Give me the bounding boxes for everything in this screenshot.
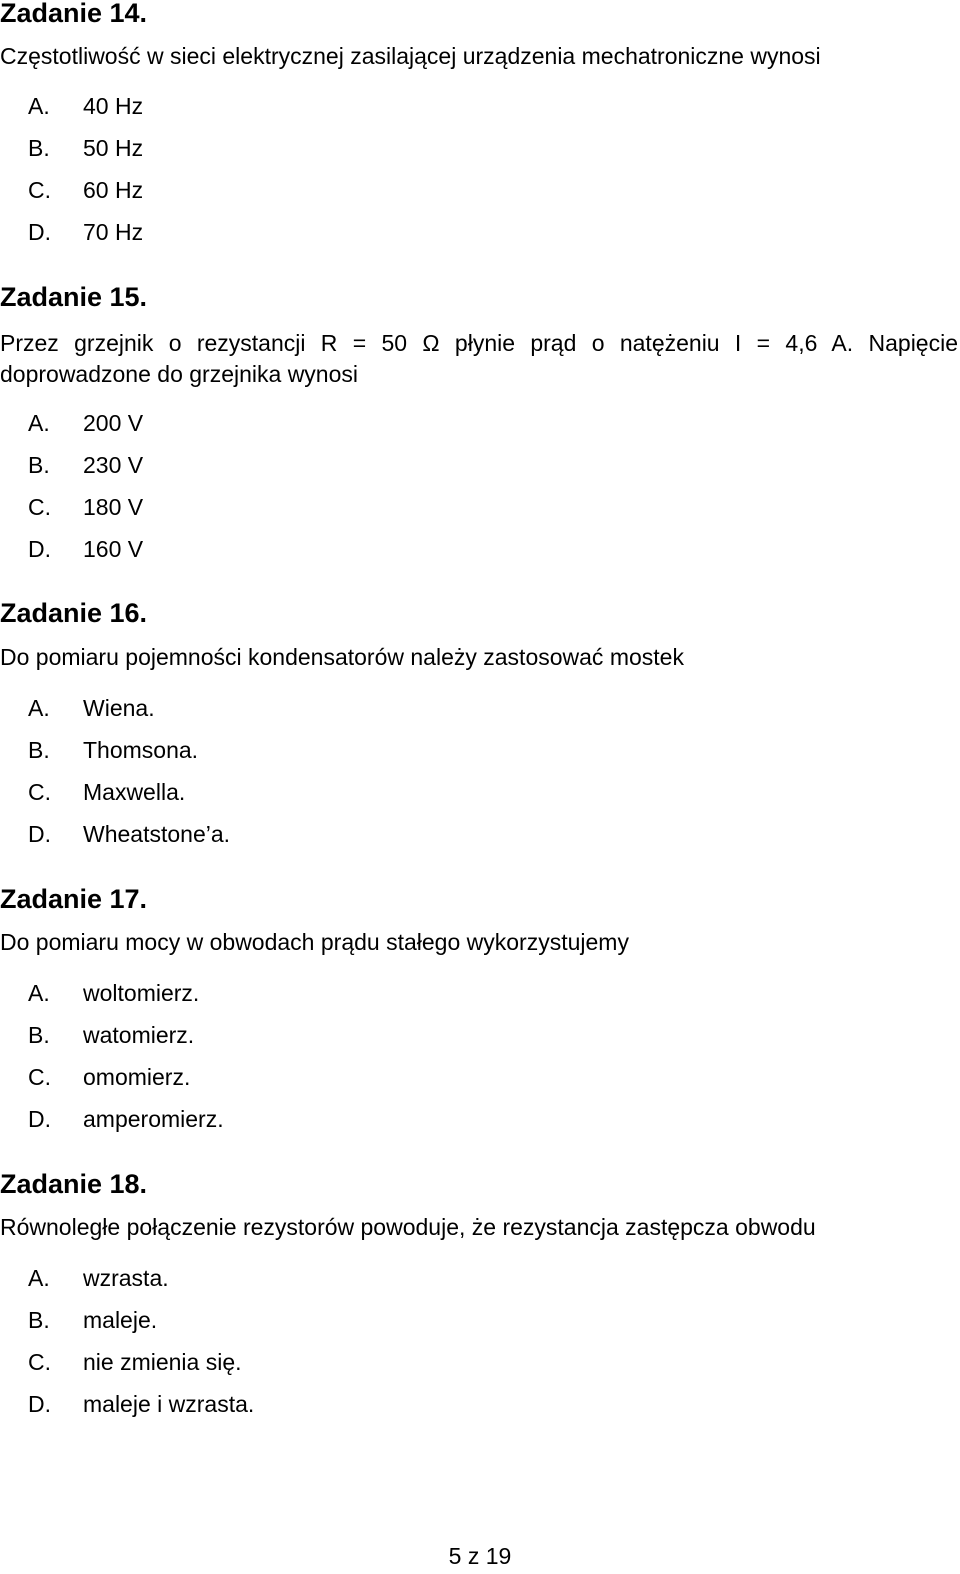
answer-letter: B. [28, 737, 50, 763]
answer-text: Wheatstone’a. [83, 821, 231, 847]
task-question: Równoległe połączenie rezystorów powoduje, że rezystancja zastępcza obwodu [0, 1214, 816, 1240]
answer-text: Maxwella. [83, 779, 186, 805]
answer-letter: A. [28, 695, 50, 721]
answer-letter: C. [28, 779, 51, 805]
answer-letter: B. [28, 1022, 50, 1048]
answer-text: 70 Hz [83, 219, 144, 245]
answer-text: amperomierz. [83, 1106, 224, 1132]
answer-letter: D. [28, 821, 51, 847]
answer-text: watomierz. [83, 1022, 195, 1048]
answer-letter: C. [28, 494, 51, 520]
task-title: Zadanie 15. [0, 282, 148, 312]
answer-text: maleje. [83, 1307, 158, 1333]
task-question: Do pomiaru mocy w obwodach prądu stałego wykorzystujemy [0, 929, 629, 955]
answer-text: wzrasta. [83, 1265, 169, 1291]
task-question: Do pomiaru pojemności kondensatorów należy zastosować mostek [0, 644, 684, 670]
answer-letter: C. [28, 1064, 51, 1090]
task-question: Przez grzejnik o rezystancji R = 50 Ω płynie prąd o natężeniu I = 4,6 A. Napięcie doprowadzone do grzejnika wynosi [0, 330, 958, 387]
answer-text: 50 Hz [83, 135, 144, 161]
answer-letter: D. [28, 219, 51, 245]
answer-text: omomierz. [83, 1064, 191, 1090]
answer-text: Thomsona. [83, 737, 199, 763]
answer-letter: A. [28, 410, 50, 436]
answer-letter: C. [28, 1349, 51, 1375]
answer-text: 160 V [83, 536, 144, 562]
answer-letter: D. [28, 536, 51, 562]
answer-text: 200 V [83, 410, 144, 436]
answer-text: 40 Hz [83, 93, 144, 119]
answer-letter: C. [28, 177, 51, 203]
task-question: Częstotliwość w sieci elektrycznej zasilającej urządzenia mechatroniczne wynosi [0, 43, 821, 69]
answer-letter: A. [28, 93, 50, 119]
page-number: 5 z 19 [448, 1543, 512, 1569]
answer-text: 180 V [83, 494, 144, 520]
answer-text: Wiena. [83, 695, 155, 721]
answer-text: woltomierz. [83, 980, 200, 1006]
answer-letter: D. [28, 1391, 51, 1417]
answer-text: 60 Hz [83, 177, 144, 203]
answer-letter: A. [28, 980, 50, 1006]
answer-letter: B. [28, 135, 50, 161]
answer-text: nie zmienia się. [83, 1349, 242, 1375]
answer-letter: B. [28, 452, 50, 478]
task-title: Zadanie 17. [0, 884, 148, 914]
answer-text: 230 V [83, 452, 144, 478]
answer-letter: D. [28, 1106, 51, 1132]
answer-letter: B. [28, 1307, 50, 1333]
task-title: Zadanie 18. [0, 1169, 148, 1199]
answer-letter: A. [28, 1265, 50, 1291]
answer-text: maleje i wzrasta. [83, 1391, 255, 1417]
task-title: Zadanie 16. [0, 598, 148, 628]
task-title: Zadanie 14. [0, 0, 148, 28]
